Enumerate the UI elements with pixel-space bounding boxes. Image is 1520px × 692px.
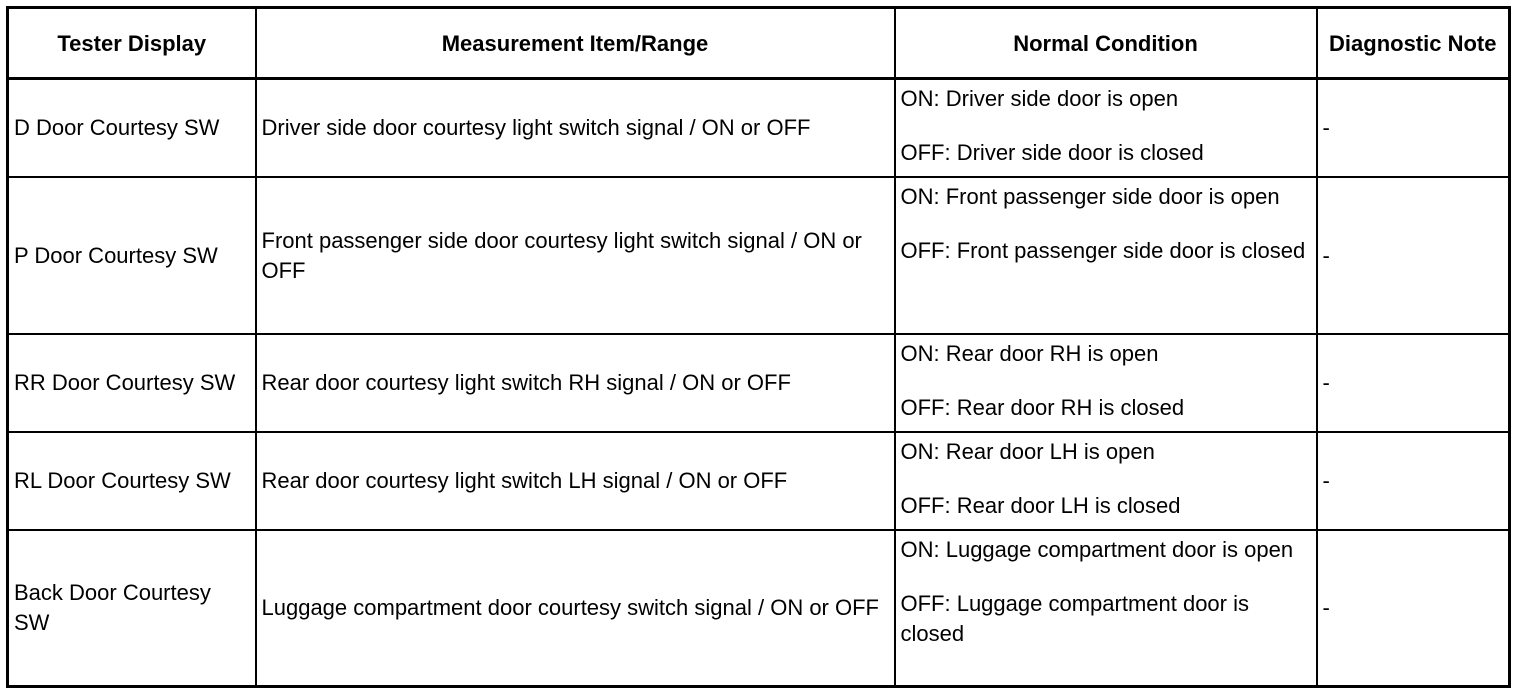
tester-display-cell: RR Door Courtesy SW <box>8 334 256 432</box>
condition-off-text: OFF: Rear door LH is closed <box>900 493 1181 518</box>
condition-off-text: OFF: Front passenger side door is closed <box>900 238 1306 263</box>
measurement-cell: Rear door courtesy light switch RH signal / ON or OFF <box>256 334 895 432</box>
tester-display-cell: RL Door Courtesy SW <box>8 432 256 530</box>
condition-off-text: OFF: Luggage compartment door is closed <box>900 591 1249 646</box>
normal-condition-cell <box>895 177 1317 334</box>
diagnostic-note-cell: - <box>1317 334 1510 432</box>
tester-display-cell: D Door Courtesy SW <box>8 79 256 178</box>
normal-condition-cell <box>895 79 1317 178</box>
condition-on-text: ON: Rear door LH is open <box>900 439 1155 464</box>
table-row <box>8 177 1510 334</box>
data-list-table <box>6 6 1511 688</box>
normal-condition-cell <box>895 334 1317 432</box>
tester-display-cell: P Door Courtesy SW <box>8 177 256 334</box>
diagnostic-note-cell: - <box>1317 79 1510 178</box>
condition-on-text: ON: Rear door RH is open <box>900 341 1159 366</box>
normal-condition-cell <box>895 530 1317 687</box>
diagnostic-note-cell: - <box>1317 177 1510 334</box>
data-table-container <box>6 6 1511 688</box>
table-row <box>8 79 1510 178</box>
condition-off-text: OFF: Driver side door is closed <box>900 140 1204 165</box>
measurement-cell: Rear door courtesy light switch LH signal / ON or OFF <box>256 432 895 530</box>
measurement-cell: Luggage compartment door courtesy switch signal / ON or OFF <box>256 530 895 687</box>
normal-condition-cell <box>895 432 1317 530</box>
diagnostic-note-cell: - <box>1317 432 1510 530</box>
measurement-cell: Front passenger side door courtesy light switch signal / ON or OFF <box>256 177 895 334</box>
header-measurement-item: Measurement Item/Range <box>256 8 895 79</box>
condition-on-text: ON: Driver side door is open <box>900 86 1179 111</box>
table-row <box>8 334 1510 432</box>
table-header-row <box>8 8 1510 79</box>
diagnostic-note-cell: - <box>1317 530 1510 687</box>
header-diagnostic-note: Diagnostic Note <box>1317 8 1510 79</box>
header-tester-display: Tester Display <box>8 8 256 79</box>
table-row <box>8 530 1510 687</box>
tester-display-cell: Back Door Courtesy SW <box>8 530 256 687</box>
table-row <box>8 432 1510 530</box>
condition-on-text: ON: Front passenger side door is open <box>900 184 1280 209</box>
condition-on-text: ON: Luggage compartment door is open <box>900 537 1294 562</box>
measurement-cell: Driver side door courtesy light switch signal / ON or OFF <box>256 79 895 178</box>
condition-off-text: OFF: Rear door RH is closed <box>900 395 1185 420</box>
header-normal-condition: Normal Condition <box>895 8 1317 79</box>
